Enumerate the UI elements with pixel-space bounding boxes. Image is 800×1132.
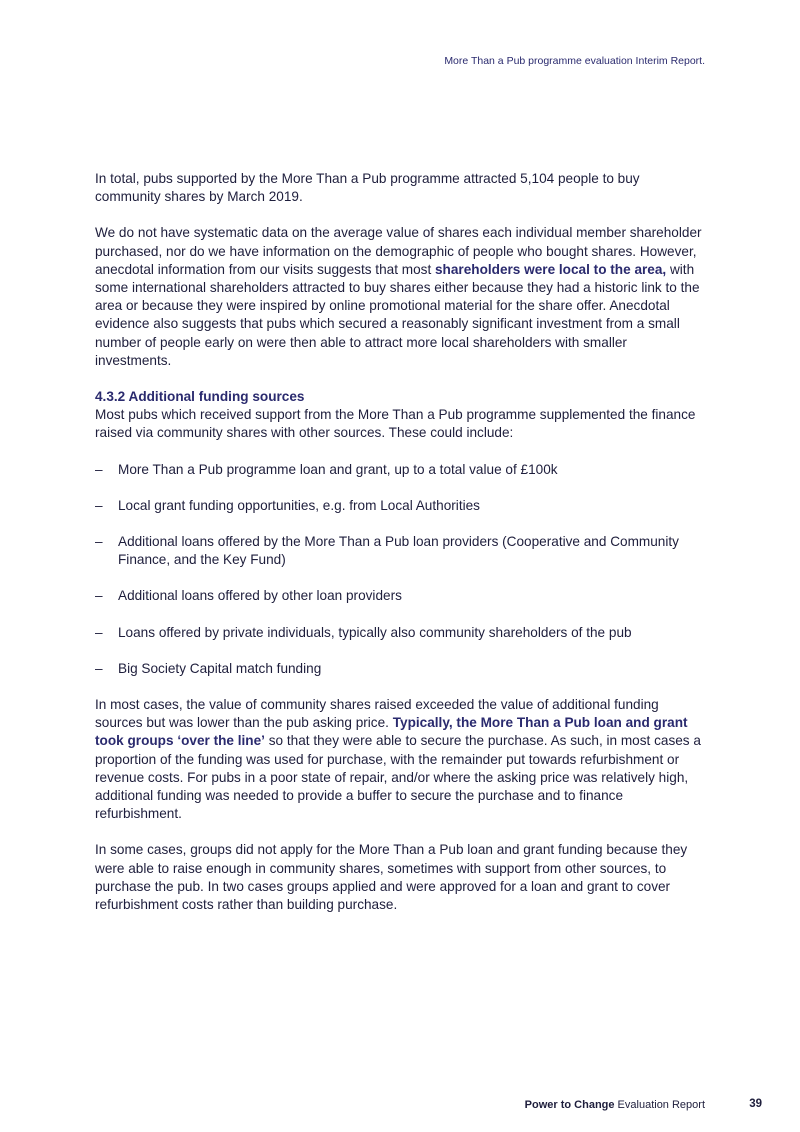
funding-sources-list — [95, 461, 707, 678]
highlight-over-the-line: Typically, the More Than a Pub loan and grant took groups ‘over the line’ — [95, 715, 688, 749]
section-intro: Most pubs which received support from the More Than a Pub programme supplemented the finance raised via community shares with other sources. These could include: — [95, 407, 696, 441]
running-header: More Than a Pub programme evaluation Interim Report. — [444, 55, 705, 67]
paragraph-no-loan-cases: In some cases, groups did not apply for the More Than a Pub loan and grant funding because they were able to raise enough in community shares, sometimes with support from other sources, to purchase the pub. In two cases groups applied and were approved for a loan and grant to cover refurbishment costs rather than building purchase. — [95, 842, 688, 913]
list-item — [95, 624, 707, 642]
section-4-3-2 — [95, 388, 707, 443]
paragraph-shareholders-total: In total, pubs supported by the More Than a Pub programme attracted 5,104 people to buy community shares by March 2019. — [95, 171, 640, 205]
dash-bullet: – — [95, 497, 103, 513]
dash-bullet: – — [95, 624, 103, 640]
list-item-text: Additional loans offered by other loan providers — [118, 588, 402, 604]
paragraph-shareholder-data — [95, 224, 707, 370]
list-item-text: More Than a Pub programme loan and grant, up to a total value of £100k — [118, 461, 558, 477]
list-item-text: Local grant funding opportunities, e.g. from Local Authorities — [118, 497, 480, 513]
text-run: with some international shareholders attracted to buy shares either because they had a historic link to the area or because they were inspired by online promotional material for the share offer. Anecdotal evidence also suggests that pubs which secured a reasonably significant investment from a small number of people early on were then able to attract more local shareholders with smaller investments. — [95, 261, 700, 368]
list-item-text: Additional loans offered by the More Than a Pub loan providers (Cooperative and Community Finance, and the Key Fund) — [118, 534, 679, 568]
dash-bullet: – — [95, 461, 103, 477]
text-run: In most cases, the value of community shares raised exceeded the value of additional funding sources but was lower than the pub asking price. — [95, 697, 659, 731]
footer-label: Evaluation Report — [614, 1099, 705, 1111]
text-run: We do not have systematic data on the average value of shares each individual member shareholder purchased, nor do we have information on the demographic of people who bought shares. However, anecdotal information from our visits suggests that most — [95, 225, 702, 277]
section-heading: 4.3.2 Additional funding sources — [95, 389, 305, 405]
page-number: 39 — [749, 1098, 762, 1110]
running-footer — [525, 1099, 705, 1111]
dash-bullet: – — [95, 534, 103, 550]
highlight-local-shareholders: shareholders were local to the area, — [435, 261, 667, 277]
dash-bullet: – — [95, 660, 103, 676]
text-run: so that they were able to secure the purchase. As such, in most cases a proportion of the funding was used for purchase, with the remainder put towards refurbishment or revenue costs. For pubs in a poor state of repair, and/or where the asking price was relatively high, additional funding was needed to provide a buffer to secure the purchase and to finance refurbishment. — [95, 733, 701, 822]
paragraph-funding-value — [95, 696, 707, 823]
footer-brand: Power to Change — [524, 1099, 615, 1111]
list-item-text: Big Society Capital match funding — [118, 660, 322, 676]
list-item — [95, 533, 707, 569]
list-item — [95, 587, 707, 605]
dash-bullet: – — [95, 588, 103, 604]
list-item-text: Loans offered by private individuals, typically also community shareholders of the pub — [118, 624, 632, 640]
list-item — [95, 461, 707, 479]
main-content — [95, 170, 707, 932]
list-item — [95, 660, 707, 678]
list-item — [95, 497, 707, 515]
